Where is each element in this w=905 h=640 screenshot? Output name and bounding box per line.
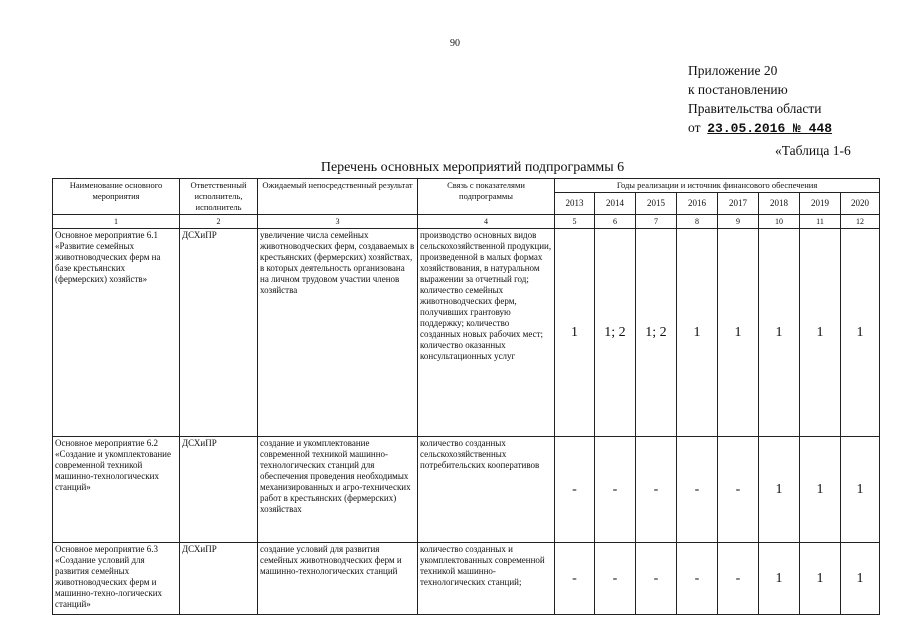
measure-executor: ДСХиПР [180,229,258,437]
column-number: 7 [636,215,677,229]
header-executor: Ответственный исполнитель, исполнитель [180,179,258,215]
year-value: 1 [841,437,880,543]
header-year: 2019 [800,193,841,215]
measure-name: Основное мероприятие 6.2 «Создание и укомплектование современной техникой машинно-технологических станций» [53,437,180,543]
year-value: - [677,437,718,543]
measure-result: создание и укомплектование современной техникой машинно-технологических станций для обеспечения проведения необходимых механизированных и агро-технических работ в крестьянских (фермерских) хозяйствах [258,437,418,543]
column-number: 6 [595,215,636,229]
header-year: 2014 [595,193,636,215]
year-value: - [555,437,595,543]
measure-name: Основное мероприятие 6.3 «Создание условий для развития семейных животноводческих ферм и машинно-техно-логических станций» [53,543,180,615]
header-year: 2018 [759,193,800,215]
column-number: 2 [180,215,258,229]
table-row [53,543,880,615]
column-number: 5 [555,215,595,229]
appendix-block [688,61,832,138]
year-value: - [636,543,677,615]
header-year: 2015 [636,193,677,215]
year-value: 1 [555,229,595,437]
year-value: 1 [800,543,841,615]
column-number: 9 [718,215,759,229]
header-indicators: Связь с показателями подпрограммы [418,179,555,215]
year-value: 1 [841,229,880,437]
date-prefix: от [688,120,701,135]
measure-executor: ДСХиПР [180,437,258,543]
column-number: 12 [841,215,880,229]
year-value: 1 [677,229,718,437]
table-reference: «Таблица 1-6 [775,143,851,158]
year-value: 1 [759,543,800,615]
header-year: 2020 [841,193,880,215]
header-year: 2016 [677,193,718,215]
measure-result: увеличение числа семейных животноводческих ферм, создаваемых в крестьянских (фермерских) хозяйствах, в которых деятельность организована на личном трудовом участии членов хозяйства [258,229,418,437]
year-value: 1; 2 [595,229,636,437]
year-value: - [718,543,759,615]
header-years-group: Годы реализации и источник финансового обеспечения [555,179,880,193]
column-number: 11 [800,215,841,229]
measure-executor: ДСХиПР [180,543,258,615]
year-value: - [595,437,636,543]
year-value: - [677,543,718,615]
header-result: Ожидаемый непосредственный результат [258,179,418,215]
column-number: 4 [418,215,555,229]
measure-name: Основное мероприятие 6.1 «Развитие семейных животноводческих ферм на базе крестьянских (фермерских) хозяйств» [53,229,180,437]
year-value: 1 [759,229,800,437]
document-title: Перечень основных мероприятий подпрограммы 6 [320,160,625,175]
year-value: - [636,437,677,543]
measure-result: создание условий для развития семейных животноводческих ферм и машинно-технологических станций [258,543,418,615]
header-row-1 [53,179,880,193]
page-number: 90 [450,38,460,49]
header-year: 2013 [555,193,595,215]
header-name: Наименование основного мероприятия [53,179,180,215]
year-value: 1; 2 [636,229,677,437]
year-value: - [718,437,759,543]
year-value: 1 [800,437,841,543]
column-number: 3 [258,215,418,229]
year-value: 1 [718,229,759,437]
column-number: 10 [759,215,800,229]
table-row [53,229,880,437]
column-number: 8 [677,215,718,229]
year-value: 1 [759,437,800,543]
year-value: 1 [800,229,841,437]
year-value: - [555,543,595,615]
measure-indicators: количество созданных сельскохозяйственных потребительских кооперативов [418,437,555,543]
appendix-line-3: Правительства области [688,101,822,116]
date-value: 23.05.2016 № 448 [707,121,833,136]
year-value: - [595,543,636,615]
measure-indicators: количество созданных и укомплектованных современной техникой машинно-технологических станций; [418,543,555,615]
column-number-row [53,215,880,229]
table-row [53,437,880,543]
column-number: 1 [53,215,180,229]
appendix-line-1: Приложение 20 [688,63,778,78]
header-year: 2017 [718,193,759,215]
measure-indicators: производство основных видов сельскохозяйственной продукции, произведенной в малых формах хозяйствования, в натуральном выражении за отчетный год; количество семейных животноводческих ферм, получивших грантовую поддержку; количество созданных новых рабочих мест; количество оказанных консультационных услуг [418,229,555,437]
year-value: 1 [841,543,880,615]
appendix-date-line [688,118,832,138]
appendix-line-2: к постановлению [688,82,788,97]
measures-table [52,178,880,615]
